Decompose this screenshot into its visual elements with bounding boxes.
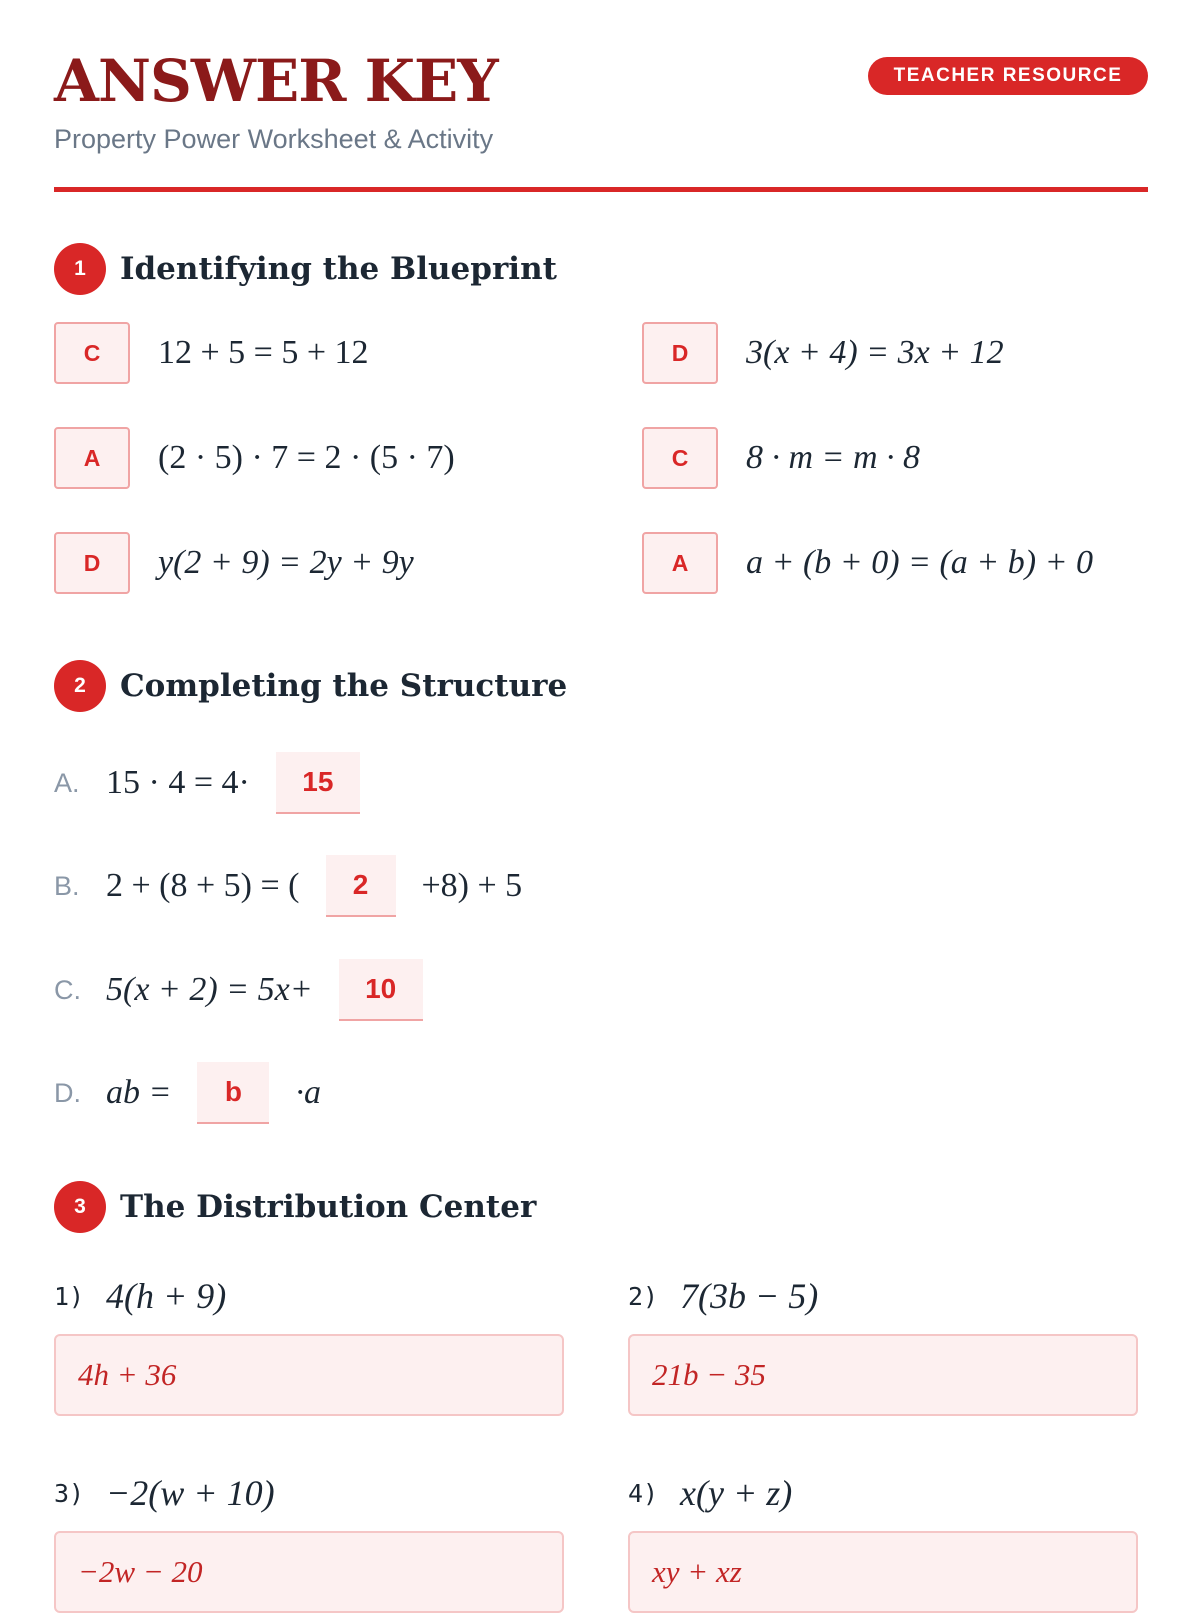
equation-left: 15 · 4 = 4· bbox=[106, 764, 250, 801]
section-title: Identifying the Blueprint bbox=[120, 251, 557, 287]
equation: 3(x + 4) = 3x + 12 bbox=[746, 334, 1004, 371]
problem-number: 4) bbox=[628, 1478, 659, 1508]
answer-blank: 2 bbox=[326, 855, 396, 917]
section-2-header bbox=[54, 660, 567, 712]
problem-expression: x(y + z) bbox=[680, 1473, 793, 1513]
row-label: A. bbox=[54, 767, 80, 798]
answer-box: 21b − 35 bbox=[628, 1334, 1138, 1416]
distribution-problem bbox=[628, 1471, 792, 1515]
page-subtitle: Property Power Worksheet & Activity bbox=[54, 124, 494, 154]
distribution-problem bbox=[628, 1274, 818, 1318]
section-1-header bbox=[54, 243, 557, 295]
page-title: ANSWER KEY bbox=[54, 47, 498, 115]
problem-expression: −2(w + 10) bbox=[106, 1473, 275, 1513]
section-number-badge: 1 bbox=[54, 243, 106, 295]
equation-right: ·a bbox=[295, 1074, 321, 1111]
teacher-resource-badge: TEACHER RESOURCE bbox=[868, 57, 1148, 95]
equation: a + (b + 0) = (a + b) + 0 bbox=[746, 544, 1094, 581]
section-title: Completing the Structure bbox=[120, 668, 568, 704]
answer-box: −2w − 20 bbox=[54, 1531, 564, 1613]
equation: 12 + 5 = 5 + 12 bbox=[158, 334, 369, 371]
problem-number: 3) bbox=[54, 1478, 85, 1508]
answer-letter-box: D bbox=[54, 532, 130, 594]
row-label: D. bbox=[54, 1077, 81, 1108]
fill-in-row bbox=[54, 1062, 321, 1124]
blueprint-item bbox=[642, 426, 920, 490]
equation-left: 2 + (8 + 5) = ( bbox=[106, 867, 300, 904]
problem-expression: 7(3b − 5) bbox=[680, 1276, 819, 1316]
fill-in-row bbox=[54, 959, 449, 1021]
answer-box: 4h + 36 bbox=[54, 1334, 564, 1416]
section-3-header bbox=[54, 1181, 536, 1233]
row-label: B. bbox=[54, 870, 80, 901]
equation-left: 5(x + 2) = 5x+ bbox=[106, 971, 313, 1008]
distribution-problem bbox=[54, 1274, 226, 1318]
blueprint-item bbox=[642, 531, 1093, 595]
problem-number: 2) bbox=[628, 1281, 659, 1311]
distribution-problem bbox=[54, 1471, 275, 1515]
answer-letter-box: A bbox=[642, 532, 718, 594]
blueprint-item bbox=[54, 426, 455, 490]
section-number-badge: 2 bbox=[54, 660, 106, 712]
problem-number: 1) bbox=[54, 1281, 85, 1311]
equation-right: +8) + 5 bbox=[421, 867, 523, 904]
answer-blank: 15 bbox=[276, 752, 360, 814]
section-number-badge: 3 bbox=[54, 1181, 106, 1233]
answer-letter-box: C bbox=[642, 427, 718, 489]
equation-left: ab = bbox=[106, 1074, 172, 1111]
answer-box: xy + xz bbox=[628, 1531, 1138, 1613]
problem-expression: 4(h + 9) bbox=[106, 1276, 227, 1316]
answer-blank: 10 bbox=[339, 959, 423, 1021]
equation: (2 · 5) · 7 = 2 · (5 · 7) bbox=[158, 439, 455, 476]
row-label: C. bbox=[54, 974, 81, 1005]
blueprint-item bbox=[54, 321, 369, 385]
blueprint-item bbox=[54, 531, 414, 595]
section-title: The Distribution Center bbox=[120, 1189, 537, 1225]
equation: 8 · m = m · 8 bbox=[746, 439, 921, 476]
equation: y(2 + 9) = 2y + 9y bbox=[158, 544, 414, 581]
blueprint-item bbox=[642, 321, 1004, 385]
answer-letter-box: D bbox=[642, 322, 718, 384]
header-divider bbox=[54, 187, 1148, 192]
answer-blank: b bbox=[197, 1062, 269, 1124]
answer-letter-box: A bbox=[54, 427, 130, 489]
fill-in-row bbox=[54, 855, 522, 917]
fill-in-row bbox=[54, 752, 386, 814]
answer-letter-box: C bbox=[54, 322, 130, 384]
